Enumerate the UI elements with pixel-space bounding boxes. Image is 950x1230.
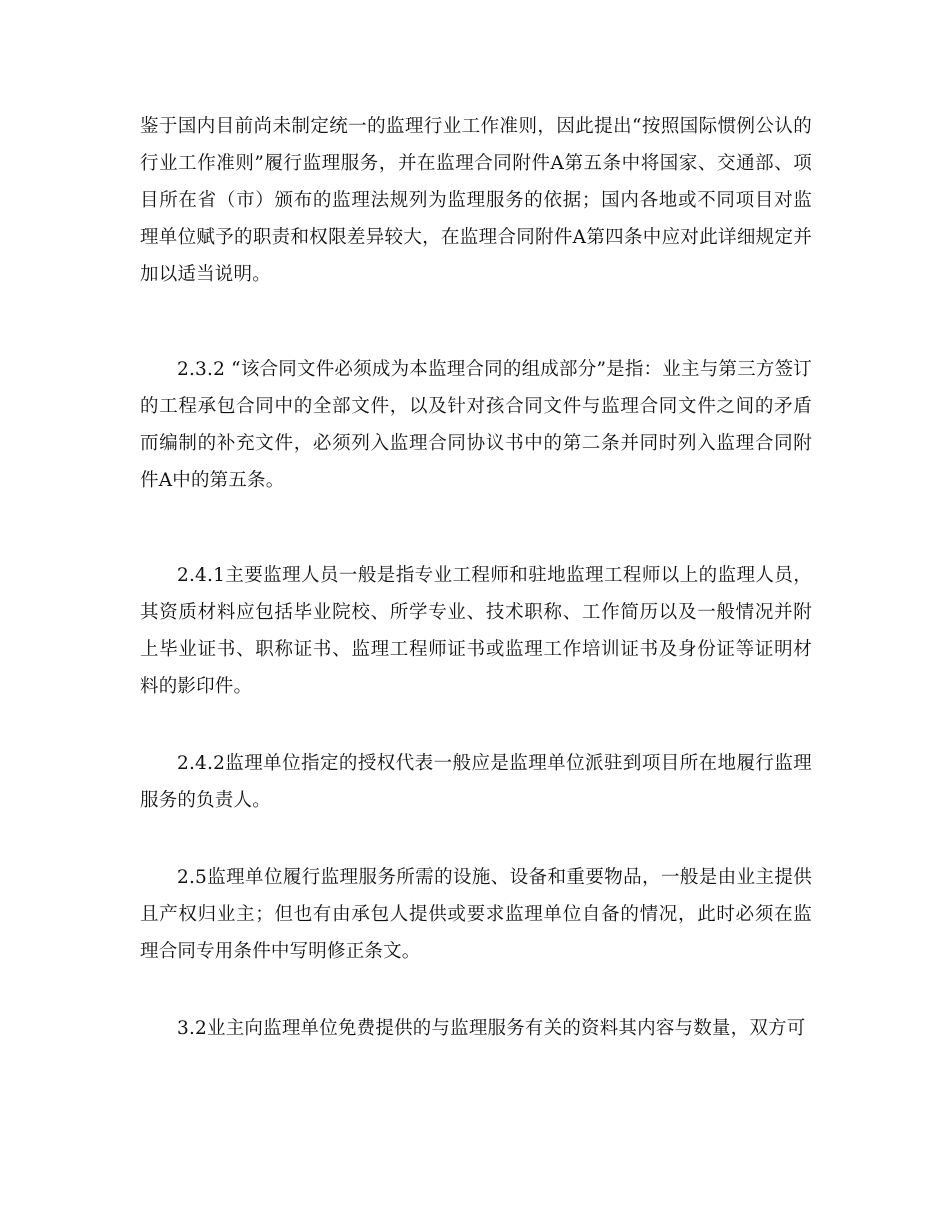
paragraph-3-2: 3.2业主向监理单位免费提供的与监理服务有关的资料其内容与数量，双方可 [177, 1018, 806, 1039]
paragraph-2-5: 2.5监理单位履行监理服务所需的设施、设备和重要物品，一般是由业主提供且产权归业主；但也有由承包人提供或要求监理单位自备的情况，此时必须在监理合同专用条件中写明修正条文。 [140, 867, 812, 962]
paragraph-2-3-2: 2.3.2 “该合同文件必须成为本监理合同的组成部分”是指：业主与第三方签订的工程承包合同中的全部文件，以及针对孩合同文件与监理合同文件之间的矛盾而编制的补充文件，必须列入监理合同协议书中的第二条并同时列入监理合同附件A中的第五条。 [140, 359, 812, 491]
paragraph-2-4-1: 2.4.1主要监理人员一般是指专业工程师和驻地监理工程师以上的监理人员，其资质材料应包括毕业院校、所学专业、技术职称、工作简历以及一般情况并附上毕业证书、职称证书、监理工程师证书或监理工作培训证书及身份证等证明材料的影印件。 [140, 565, 812, 697]
paragraph-2-4-2: 2.4.2监理单位指定的授权代表一般应是监理单位派驻到项目所在地履行监理服务的负责人。 [140, 753, 812, 811]
document-body [140, 108, 812, 1047]
paragraph-supervision-standards: 鉴于国内目前尚未制定统一的监理行业工作准则，因此提出“按照国际惯例公认的行业工作准则”履行监理服务，并在监理合同附件A第五条中将国家、交通部、项目所在省（市）颁布的监理法规列为监理服务的依据；国内各地或不同项目对监理单位赋予的职责和权限差异较大，在监理合同附件A第四条中应对此详细规定并加以适当说明。 [140, 116, 812, 285]
